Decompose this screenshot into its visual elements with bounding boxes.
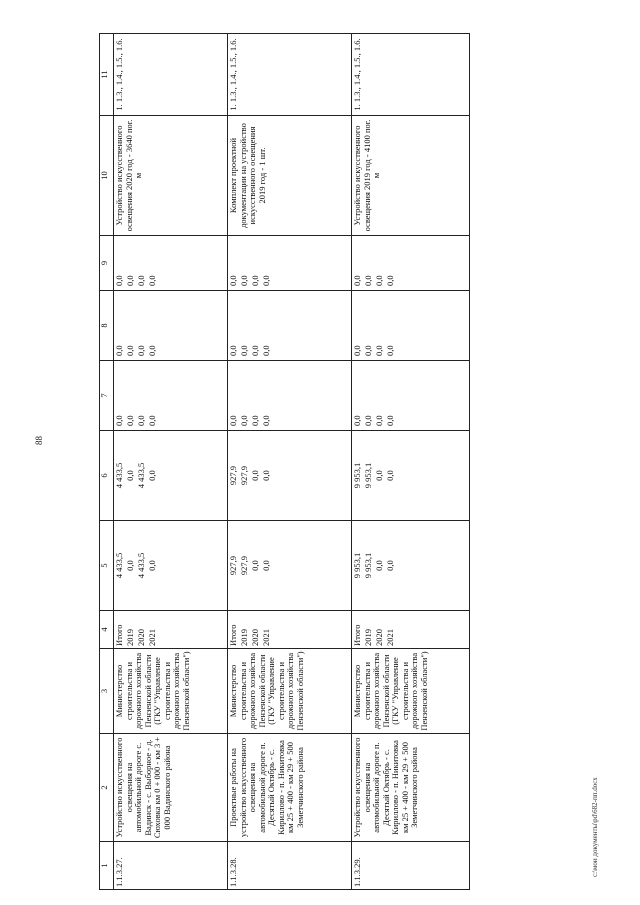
- value-cell: 0,0: [374, 275, 384, 286]
- value-cell: 0,0: [114, 275, 124, 286]
- value-cell: 927,9: [228, 465, 238, 486]
- value-cell: 0,0: [228, 275, 238, 286]
- value-cell: 0,0: [261, 415, 271, 426]
- row-id: 1.1.3.29.: [352, 842, 470, 890]
- value-cell: 0,0: [147, 560, 157, 571]
- value-cell: 0,0: [136, 415, 146, 426]
- value-cell: 0,0: [147, 470, 157, 481]
- value-cell: 0,0: [136, 275, 146, 286]
- year-cell: 2020: [374, 629, 384, 646]
- year-cell: 2020: [250, 629, 260, 646]
- value-cell: 0,0: [352, 345, 362, 356]
- value-cell: 0,0: [250, 275, 260, 286]
- header-cell: 1: [100, 842, 114, 890]
- value-cell: 0,0: [125, 470, 135, 481]
- value-cell: 927,9: [239, 555, 249, 576]
- row-executor: Министерство строительства и дорожного хозяйства Пензенской области (ГКУ "Управление строительства и дорожного хозяйства Пензенской области"): [352, 649, 470, 734]
- value-cell: 0,0: [385, 470, 395, 481]
- value-cell: 0,0: [114, 415, 124, 426]
- table-row: [114, 34, 228, 890]
- value-cell: 0,0: [352, 415, 362, 426]
- value-cell: 0,0: [374, 470, 384, 481]
- value-cell: 9 953,1: [352, 462, 362, 489]
- value-cell: 0,0: [147, 345, 157, 356]
- value-cell: 0,0: [239, 345, 249, 356]
- value-cell: 9 953,1: [352, 552, 362, 579]
- value-cell: 0,0: [125, 415, 135, 426]
- row-col7: [352, 361, 470, 431]
- row-col8: [228, 291, 352, 361]
- header-row: [100, 34, 114, 890]
- value-cell: 0,0: [261, 345, 271, 356]
- value-cell: 4 433,5: [114, 552, 124, 579]
- value-cell: 9 953,1: [363, 552, 373, 579]
- value-cell: 0,0: [385, 560, 395, 571]
- row-col6: [114, 431, 228, 521]
- value-cell: 0,0: [250, 345, 260, 356]
- row-name: Устройство искусственного освещения на автомобильной дороге с. Вадинск - с. Выборное - д. Сюховка км 0 + 000 - км 3 + 000 Вадинского района: [114, 734, 228, 842]
- table-row: [352, 34, 470, 890]
- row-col5: [228, 521, 352, 611]
- value-cell: 0,0: [374, 345, 384, 356]
- row-id: 1.1.3.27.: [114, 842, 228, 890]
- value-cell: 9 953,1: [363, 462, 373, 489]
- year-cell: Итого: [114, 624, 124, 646]
- value-cell: 0,0: [261, 470, 271, 481]
- value-cell: 0,0: [147, 275, 157, 286]
- row-name: Проектные работы на устройство искусственного освещения на автомобильной дороге п. Десятый Октябрь - с. Кириллово - п. Никитовка км 25 + 400 - км 29 + 500 Земетчинского района: [228, 734, 352, 842]
- row-years: [114, 611, 228, 649]
- header-cell: 4: [100, 611, 114, 649]
- value-cell: 927,9: [239, 465, 249, 486]
- year-cell: 2021: [385, 629, 395, 646]
- row-col8: [114, 291, 228, 361]
- value-cell: 0,0: [239, 415, 249, 426]
- rotated-page: [99, 34, 472, 890]
- value-cell: 0,0: [228, 415, 238, 426]
- row-indicators: 1. 1.3., 1.4., 1.5., 1.6.: [352, 34, 470, 116]
- row-col5: [352, 521, 470, 611]
- value-cell: 0,0: [385, 415, 395, 426]
- page-number: 88: [34, 436, 44, 445]
- value-cell: 0,0: [261, 560, 271, 571]
- value-cell: 0,0: [250, 415, 260, 426]
- value-cell: 0,0: [374, 415, 384, 426]
- value-cell: 0,0: [136, 345, 146, 356]
- header-cell: 7: [100, 361, 114, 431]
- row-col9: [352, 236, 470, 291]
- value-cell: 0,0: [352, 275, 362, 286]
- value-cell: 0,0: [363, 415, 373, 426]
- row-col7: [114, 361, 228, 431]
- header-cell: 11: [100, 34, 114, 116]
- value-cell: 0,0: [385, 345, 395, 356]
- value-cell: 0,0: [363, 275, 373, 286]
- value-cell: 0,0: [374, 560, 384, 571]
- row-years: [228, 611, 352, 649]
- row-col7: [228, 361, 352, 431]
- row-col9: [114, 236, 228, 291]
- value-cell: 0,0: [261, 275, 271, 286]
- row-col8: [352, 291, 470, 361]
- row-executor: Министерство строительства и дорожного хозяйства Пензенской области (ГКУ "Управление строительства и дорожного хозяйства Пензенской области"): [228, 649, 352, 734]
- row-result: Устройство искусственного освещения 2020 год - 3640 пог. м: [114, 116, 228, 236]
- value-cell: 4 433,5: [114, 462, 124, 489]
- header-cell: 9: [100, 236, 114, 291]
- value-cell: 0,0: [147, 415, 157, 426]
- row-result: Устройство искусственного освещения 2019 год - 4100 пог. м: [352, 116, 470, 236]
- value-cell: 0,0: [125, 345, 135, 356]
- program-table: [99, 33, 470, 890]
- row-result: Комплект проектной документации на устройство искусственного освещения 2019 год - 1 шт.: [228, 116, 352, 236]
- value-cell: 0,0: [385, 275, 395, 286]
- year-cell: 2021: [147, 629, 157, 646]
- row-col9: [228, 236, 352, 291]
- row-name: Устройство искусственного освещения на автомобильной дороге п. Десятый Октябрь - с. Кириллово - п. Никитовка км 25 + 400 - км 29 + 500 Земетчинского района: [352, 734, 470, 842]
- row-col5: [114, 521, 228, 611]
- header-cell: 2: [100, 734, 114, 842]
- row-col6: [228, 431, 352, 521]
- year-cell: Итого: [228, 624, 238, 646]
- row-col6: [352, 431, 470, 521]
- value-cell: 927,9: [228, 555, 238, 576]
- row-years: [352, 611, 470, 649]
- header-cell: 3: [100, 649, 114, 734]
- table-row: [228, 34, 352, 890]
- row-executor: Министерство строительства и дорожного хозяйства Пензенской области (ГКУ "Управление строительства и дорожного хозяйства Пензенской области"): [114, 649, 228, 734]
- header-cell: 6: [100, 431, 114, 521]
- footer-file-path: c:\мои документы\pd\682-пп.docx: [591, 777, 599, 877]
- value-cell: 0,0: [250, 470, 260, 481]
- value-cell: 0,0: [125, 275, 135, 286]
- row-indicators: 1. 1.3., 1.4., 1.5., 1.6.: [114, 34, 228, 116]
- year-cell: 2019: [239, 629, 249, 646]
- row-id: 1.1.3.28.: [228, 842, 352, 890]
- value-cell: 0,0: [228, 345, 238, 356]
- value-cell: 4 433,5: [136, 462, 146, 489]
- row-indicators: 1. 1.3., 1.4., 1.5., 1.6.: [228, 34, 352, 116]
- year-cell: 2019: [363, 629, 373, 646]
- year-cell: Итого: [352, 624, 362, 646]
- value-cell: 0,0: [363, 345, 373, 356]
- year-cell: 2021: [261, 629, 271, 646]
- header-cell: 8: [100, 291, 114, 361]
- header-cell: 10: [100, 116, 114, 236]
- header-cell: 5: [100, 521, 114, 611]
- value-cell: 0,0: [114, 345, 124, 356]
- value-cell: 0,0: [125, 560, 135, 571]
- value-cell: 0,0: [250, 560, 260, 571]
- value-cell: 0,0: [239, 275, 249, 286]
- year-cell: 2020: [136, 629, 146, 646]
- value-cell: 4 433,5: [136, 552, 146, 579]
- year-cell: 2019: [125, 629, 135, 646]
